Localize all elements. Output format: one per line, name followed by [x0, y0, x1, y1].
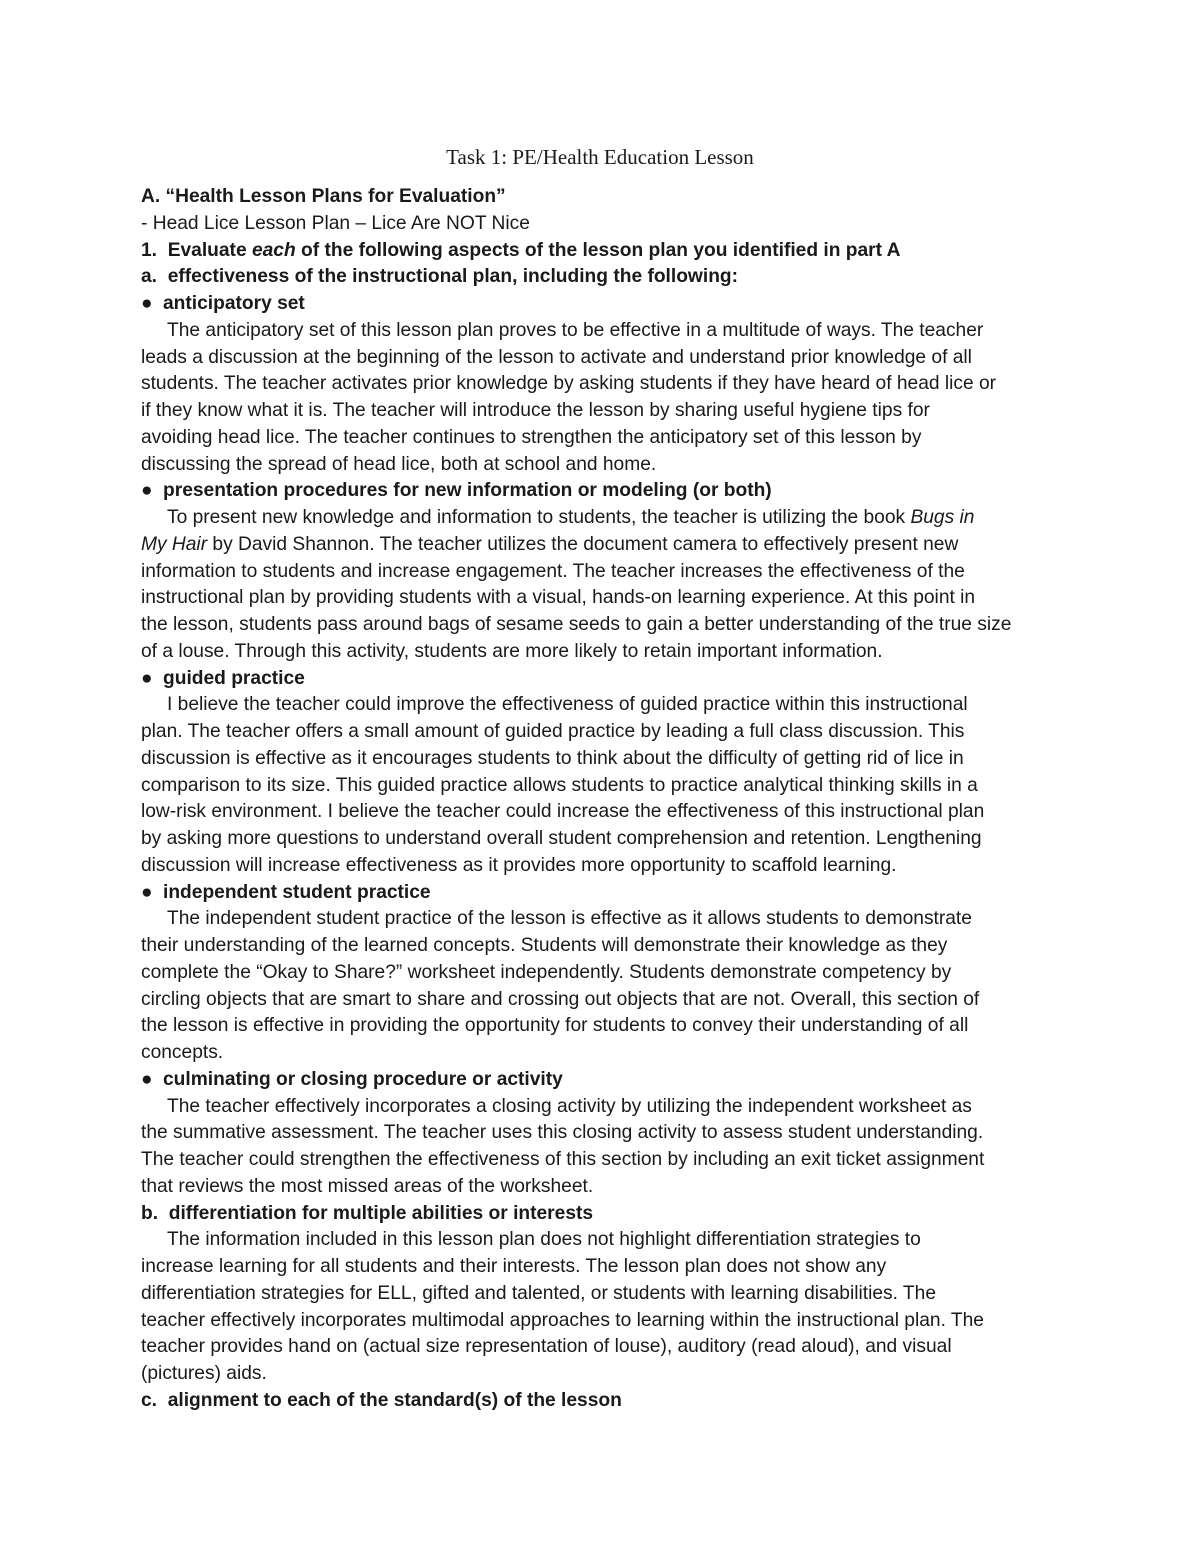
paragraph-line: the lesson is effective in providing the opportunity for students to convey their understanding of all — [141, 1015, 969, 1037]
bullet-icon: ● — [141, 480, 153, 502]
paragraph-line: concepts. — [141, 1042, 224, 1063]
paragraph-line: circling objects that are smart to share and crossing out objects that are not. Overall, this section of — [141, 988, 980, 1010]
part-a-subtitle: - Head Lice Lesson Plan – Lice Are NOT Nice — [141, 212, 530, 234]
section-heading-text: culminating or closing procedure or activity — [163, 1068, 563, 1090]
item-1-prompt — [141, 238, 1066, 265]
paragraph-line — [141, 318, 1066, 345]
paragraph-line: if they know what it is. The teacher will introduce the lesson by sharing useful hygiene tips for — [141, 400, 930, 421]
document-body — [141, 184, 1066, 1415]
paragraph-line: teacher effectively incorporates multimodal approaches to learning within the instructional plan. The — [141, 1309, 984, 1331]
paragraph-line: complete the “Okay to Share?” worksheet independently. Students demonstrate competency by — [141, 961, 952, 983]
item-a-letter: a. — [141, 266, 158, 288]
item-b-prompt — [141, 1201, 1066, 1228]
paragraph-line: low-risk environment. I believe the teacher could increase the effectiveness of this instructional plan — [141, 801, 985, 823]
paragraph-line: comparison to its size. This guided practice allows students to practice analytical thinking skills in a — [141, 774, 978, 796]
paragraph-line: that reviews the most missed areas of the worksheet. — [141, 1175, 594, 1197]
section-heading-anticipatory — [141, 291, 1066, 318]
paragraph-line: increase learning for all students and their interests. The lesson plan does not show any — [141, 1256, 887, 1277]
item-1-text-after: of the following aspects of the lesson plan you identified in part A — [295, 239, 901, 261]
paragraph-line: by asking more questions to understand overall student comprehension and retention. Lengthening — [141, 828, 982, 849]
paragraph-line: leads a discussion at the beginning of the lesson to activate and understand prior knowledge of all — [141, 346, 972, 368]
section-heading-presentation — [141, 478, 1066, 505]
paragraph-line: discussion will increase effectiveness as it provides more opportunity to scaffold learning. — [141, 854, 897, 876]
paragraph-line — [141, 1227, 1066, 1254]
item-1-number: 1. — [141, 239, 158, 261]
text-line: The teacher effectively incorporates a closing activity by utilizing the independent worksheet as — [167, 1095, 972, 1117]
item-b-letter: b. — [141, 1202, 159, 1224]
book-title-part: Bugs in — [910, 507, 975, 528]
text-line: The information included in this lesson plan does not highlight differentiation strategies to — [167, 1229, 921, 1251]
text-line: The anticipatory set of this lesson plan proves to be effective in a multitude of ways. The teacher — [167, 319, 984, 341]
paragraph-line: The teacher could strengthen the effectiveness of this section by including an exit ticket assignment — [141, 1149, 985, 1170]
text-line: To present new knowledge and information to students, the teacher is utilizing the book — [167, 507, 911, 528]
paragraph-line: avoiding head lice. The teacher continues to strengthen the anticipatory set of this lesson by — [141, 426, 922, 448]
paragraph-line: the summative assessment. The teacher uses this closing activity to assess student understanding. — [141, 1122, 984, 1144]
section-heading-guided — [141, 666, 1066, 693]
bullet-icon: ● — [141, 293, 153, 314]
item-c-letter: c. — [141, 1389, 158, 1411]
item-1-emphasis: each — [251, 239, 296, 261]
paragraph-line: of a louse. Through this activity, students are more likely to retain important information. — [141, 640, 883, 662]
paragraph-line: instructional plan by providing students with a visual, hands-on learning experience. At this point in — [141, 587, 976, 609]
item-b-text: differentiation for multiple abilities or interests — [168, 1202, 594, 1224]
item-a-prompt — [141, 264, 1066, 291]
text-line: The independent student practice of the lesson is effective as it allows students to demonstrate — [167, 908, 972, 930]
paragraph-line: discussion is effective as it encourages students to think about the difficulty of getting rid of lice in — [141, 747, 964, 769]
item-c-text: alignment to each of the standard(s) of the lesson — [167, 1389, 622, 1411]
page-title: Task 1: PE/Health Education Lesson — [446, 145, 754, 169]
section-heading-text: guided practice — [163, 667, 305, 689]
bullet-icon: ● — [141, 667, 153, 689]
paragraph-line: the lesson, students pass around bags of sesame seeds to gain a better understanding of the true size — [141, 614, 1012, 635]
item-1-text-before: Evaluate — [167, 239, 252, 261]
text-line: by David Shannon. The teacher utilizes the document camera to effectively present new — [207, 533, 959, 555]
bullet-icon: ● — [141, 1068, 153, 1090]
section-heading-independent — [141, 880, 1066, 907]
paragraph-line — [141, 1094, 1066, 1121]
paragraph-line: differentiation strategies for ELL, gifted and talented, or students with learning disabilities. The — [141, 1282, 936, 1304]
paragraph-line — [141, 906, 1066, 933]
book-title-part: My Hair — [141, 533, 208, 555]
bullet-icon: ● — [141, 881, 153, 903]
paragraph-line: (pictures) aids. — [141, 1363, 267, 1384]
section-heading-text: independent student practice — [163, 881, 431, 903]
paragraph-line: students. The teacher activates prior knowledge by asking students if they have heard of head lice or — [141, 373, 997, 395]
item-a-text: effectiveness of the instructional plan, including the following: — [167, 266, 739, 288]
paragraph-line — [141, 692, 1066, 719]
paragraph-line: teacher provides hand on (actual size representation of louse), auditory (read aloud), and visual — [141, 1336, 952, 1358]
section-heading-culminating — [141, 1067, 1066, 1094]
item-c-prompt — [141, 1388, 1066, 1415]
text-line: I believe the teacher could improve the effectiveness of guided practice within this instructional — [167, 694, 968, 716]
paragraph-line — [141, 505, 1066, 532]
paragraph-line: their understanding of the learned concepts. Students will demonstrate their knowledge as they — [141, 935, 948, 956]
part-a-heading: A. “Health Lesson Plans for Evaluation” — [141, 186, 506, 207]
paragraph-line: discussing the spread of head lice, both at school and home. — [141, 453, 657, 475]
paragraph-line — [141, 532, 1066, 559]
paragraph-line: information to students and increase engagement. The teacher increases the effectiveness of the — [141, 560, 965, 582]
section-heading-text: anticipatory set — [163, 293, 305, 314]
paragraph-line: plan. The teacher offers a small amount of guided practice by leading a full class discussion. This — [141, 721, 965, 742]
section-heading-text: presentation procedures for new information or modeling (or both) — [163, 480, 772, 502]
